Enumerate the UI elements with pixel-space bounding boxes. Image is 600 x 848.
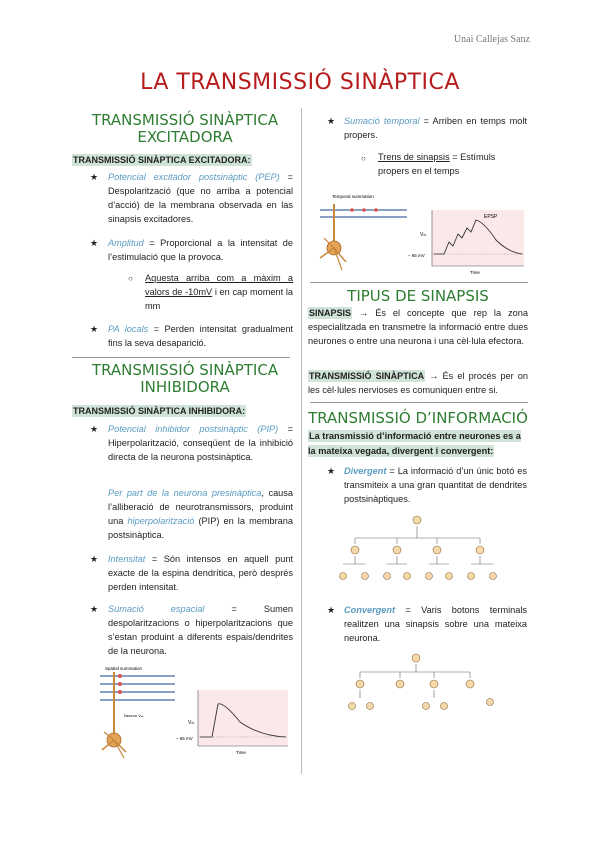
- star-bullet-icon: ★: [327, 116, 336, 126]
- fig-time: Time: [470, 270, 480, 275]
- divider: [310, 282, 528, 283]
- axon-lines: [100, 674, 175, 700]
- bullet-sumacio-temporal: Sumació temporal = Arriben en temps molt propers.: [344, 116, 527, 140]
- circle-bullet-icon: ○: [128, 274, 133, 283]
- convergent-diagram: [340, 650, 530, 720]
- tree-lines: [355, 526, 480, 544]
- heading-transmissio-informacio: TRANSMISSIÓ D’INFORMACIÓ: [308, 409, 528, 427]
- star-bullet-icon: ★: [327, 605, 336, 615]
- star-bullet-icon: ★: [327, 466, 336, 476]
- fig-vm: Vₘ: [188, 720, 195, 726]
- star-bullet-icon: ★: [90, 324, 99, 334]
- neuron-nodes: [349, 654, 494, 710]
- heading-excitadora: TRANSMISSIÓ SINÀPTICA EXCITADORA: [91, 111, 279, 146]
- fig-neuron-label: Neuron Vₘ: [124, 713, 144, 718]
- star-bullet-icon: ★: [90, 172, 99, 182]
- fig-label: Temporal summation: [332, 194, 374, 199]
- fig-mv: – 65 mV: [408, 253, 425, 258]
- subbullet-10mv: Aquesta arriba com a màxim a valors de -10mV i en cap moment la mm: [145, 273, 293, 311]
- bullet-pip: Potencial inhibidor postsinàptic (PIP) = Hiperpolarització, conseqüent de la inhibició directa de la neurona postsinàptica.: [108, 424, 293, 462]
- page-title: LA TRANSMISSIÓ SINÀPTICA: [140, 70, 460, 95]
- graph-area: [198, 690, 288, 746]
- neuron-nodes: [340, 516, 497, 580]
- fig-epsp: EPSP: [484, 214, 498, 220]
- graph-area: [432, 210, 524, 266]
- bullet-intensitat: Intensitat = Són intensos en aquell punt exacte de la espina dendrítica, però després perden intensitat.: [108, 554, 293, 592]
- fig-mv: – 65 mV: [176, 736, 193, 741]
- divider: [72, 357, 290, 358]
- spatial-summation-figure: [100, 662, 300, 762]
- bullet-sumacio-espacial: Sumació espacial = Sumen despolaritzacions o hiperpolaritzacions que s’estan produint a diferents espais/dendrites de la neurona.: [108, 604, 293, 656]
- fig-label: Spatial summation: [105, 666, 143, 671]
- divider: [310, 402, 528, 403]
- fig-vm: Vₘ: [420, 232, 427, 238]
- heading-inhibidora: TRANSMISSIÓ SINÀPTICA INHIBIDORA: [91, 361, 279, 396]
- paragraph-transmissio-sinaptica: TRANSMISSIÓ SINÀPTICA → És el procés per on les cèl·lules nervioses es comuniquen entre si.: [308, 371, 528, 395]
- banner-excitadora: TRANSMISSIÓ SINÀPTICA EXCITADORA:: [73, 155, 251, 165]
- heading-tipus-sinapsis: TIPUS DE SINAPSIS: [347, 287, 489, 305]
- neuron-drawing: [320, 204, 346, 270]
- star-bullet-icon: ★: [90, 238, 99, 248]
- tree-lines: [360, 664, 470, 698]
- divergent-diagram: [335, 510, 535, 590]
- subbullet-trens: Trens de sinapsis = Estímuls propers en el temps: [378, 152, 496, 176]
- star-bullet-icon: ★: [90, 604, 99, 614]
- bullet-pa-locals: PA locals = Perden intensitat gradualment fins la seva desaparició.: [108, 324, 293, 348]
- star-bullet-icon: ★: [90, 554, 99, 564]
- circle-bullet-icon: ○: [361, 154, 366, 163]
- bullet-pep: Potencial excitador postsinàptic (PEP) = Despolarització (que no arriba a potencial d’acció) de la membrana observada en las sinapsis excitadores.: [108, 172, 293, 224]
- banner-inhibidora: TRANSMISSIÓ SINÀPTICA INHIBIDORA:: [73, 406, 246, 416]
- column-divider: [301, 108, 302, 774]
- banner-informacio: La transmissió d’informació entre neurones es a la mateixa vegada, divergent i convergent:: [308, 431, 521, 456]
- bullet-divergent: Divergent = La informació d’un únic botó es transmiteix a una gran quantitat de dendrites postsinàptiques.: [344, 466, 527, 504]
- paragraph-sinapsis: SINAPSIS → És el concepte que rep la zona especialitzada en transmetre la informació entre dues neurones o entre una neurona i una cèl·lula efectora.: [308, 308, 528, 346]
- tree-lines-lower: [343, 556, 493, 564]
- paragraph-presinaptica: Per part de la neurona presinàptica, causa l’alliberació de neurotransmissors, produint una hiperpolarització (PIP) en la membrana postsinàptica.: [108, 488, 293, 540]
- fig-time: Time: [236, 750, 246, 755]
- star-bullet-icon: ★: [90, 424, 99, 434]
- bullet-convergent: Convergent = Varis botons terminals realitzen una sinapsis sobre una mateixa neurona.: [344, 605, 527, 643]
- temporal-summation-figure: [312, 190, 528, 278]
- author-name: Unai Callejas Sanz: [453, 34, 530, 45]
- bullet-amplitud: Amplitud = Proporcional a la intensitat de l’estimulació que la provoca.: [108, 238, 293, 262]
